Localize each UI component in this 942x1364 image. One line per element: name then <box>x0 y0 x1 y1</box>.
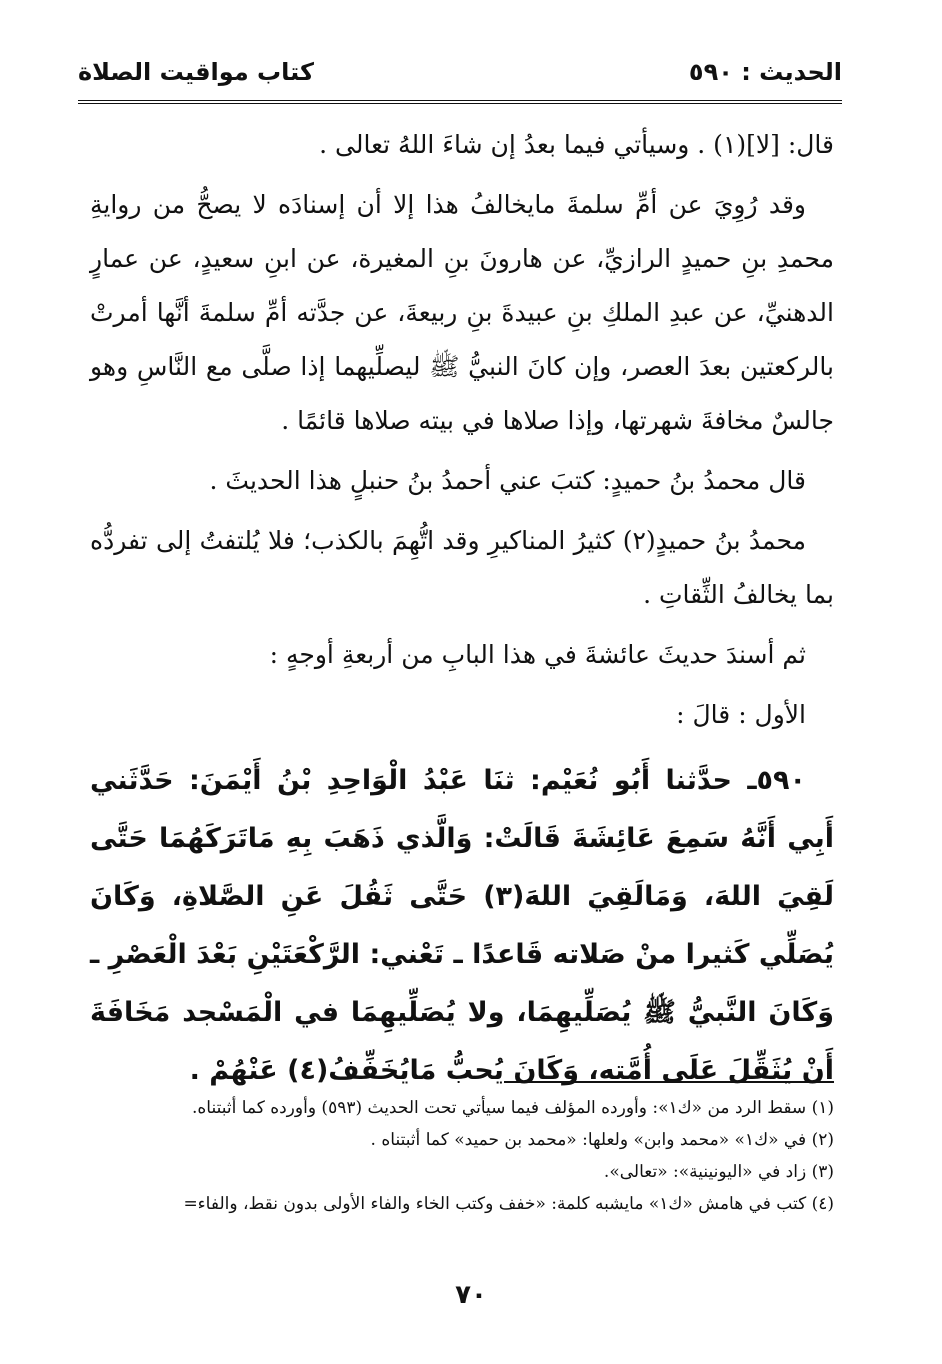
paragraph-intro: قال: [لا](١) . وسيأتي فيما بعدُ إن شاءَ اللهُ تعالى . <box>319 130 834 159</box>
chapter-title: كتاب مواقيت الصلاة <box>78 58 314 86</box>
running-header <box>78 52 842 92</box>
header-rule <box>78 100 842 104</box>
footnotes <box>78 1092 834 1220</box>
hadith-number-label: الحديث : ٥٩٠ <box>688 58 842 86</box>
paragraph-ibn-humaid-critique: محمدُ بنُ حميدٍ(٢) كثيرُ المناكيرِ وقد اتُّهِمَ بالكذب؛ فلا يُلتفتُ إلى تفردُّه بما يخالفُ الثِّقاتِ . <box>90 526 834 609</box>
main-text <box>90 118 834 1106</box>
hadith-590: ٥٩٠ـ حدَّثنا أَبُو نُعَيْم: ثنَا عَبْدُ الْوَاحِدِ بْنُ أَيْمَنَ: حَدَّثَني أَبِي أَنَّهُ سَمِعَ عَائِشَةَ قَالَتْ: وَالَّذي ذَهَبَ بِهِ مَاتَرَكَهُمَا حَتَّى لَقِيَ اللهَ، وَمَالَقِيَ اللهَ(٣) حَتَّى ثَقُلَ عَنِ الصَّلاةِ، وَكَانَ يُصَلِّي كَثيرا منْ صَلاته قَاعدًا ـ تَعْني: الرَّكْعَتَيْنِ بَعْدَ الْعَصْرِ ـ وَكَانَ النَّبيُّ ﷺ يُصَلِّيهِمَا، ولا يُصَلِّيهِمَا في الْمَسْجد مَخَافَةَ أَنْ يُثَقِّلَ عَلَى أُمَّته، وَكَانَ يُحبُّ مَايُخَفِّفُ(٤) عَنْهُمْ . <box>90 765 834 1086</box>
paragraph-ibn-humaid-quote: قال محمدُ بنُ حميدٍ: كتبَ عني أحمدُ بنُ حنبلٍ هذا الحديثَ . <box>209 466 806 495</box>
paragraph-four-ways: ثم أسندَ حديثَ عائشةَ في هذا البابِ من أربعةِ أوجهٍ : <box>269 640 806 669</box>
footnote-rule <box>504 1081 834 1083</box>
page-number: ٧٠ <box>455 1280 487 1310</box>
footnote-1: (١) سقط الرد من «ك١»: وأورده المؤلف فيما سيأتي تحت الحديث (٥٩٣) وأورده كما أثبتناه. <box>191 1098 834 1118</box>
footnote-3: (٣) زاد في «اليونينية»: «تعالى». <box>603 1162 834 1182</box>
footnote-2: (٢) في «ك١» «محمد وابن» ولعلها: «محمد بن حميد» كما أثبتناه . <box>370 1130 834 1150</box>
footnote-4: (٤) كتب في هامش «ك١» مايشبه كلمة: «خفف وكتب الخاء والفاء الأولى بدون نقط، والفاء= <box>183 1194 834 1214</box>
paragraph-first-way: الأول : قالَ : <box>676 700 806 729</box>
paragraph-umm-salama: وقد رُوِيَ عن أمِّ سلمةَ مايخالفُ هذا إلا أن إسنادَه لا يصحُّ من روايةِ محمدِ بنِ حميدٍ الرازيِّ، عن هارونَ بنِ المغيرة، عن ابنِ سعيدٍ، عن عمارٍ الدهنيِّ، عن عبدِ الملكِ بنِ عبيدةَ بنِ ربيعةَ، عن جدَّته أمِّ سلمةَ أنَّها أمرتْ بالركعتين بعدَ العصر، وإن كانَ النبيُّ ﷺ ليصلِّيهما إذا صلَّى مع النَّاسِ وهو جالسٌ مخافةَ شهرتها، وإذا صلاها في بيته صلاها قائمًا . <box>90 190 834 435</box>
